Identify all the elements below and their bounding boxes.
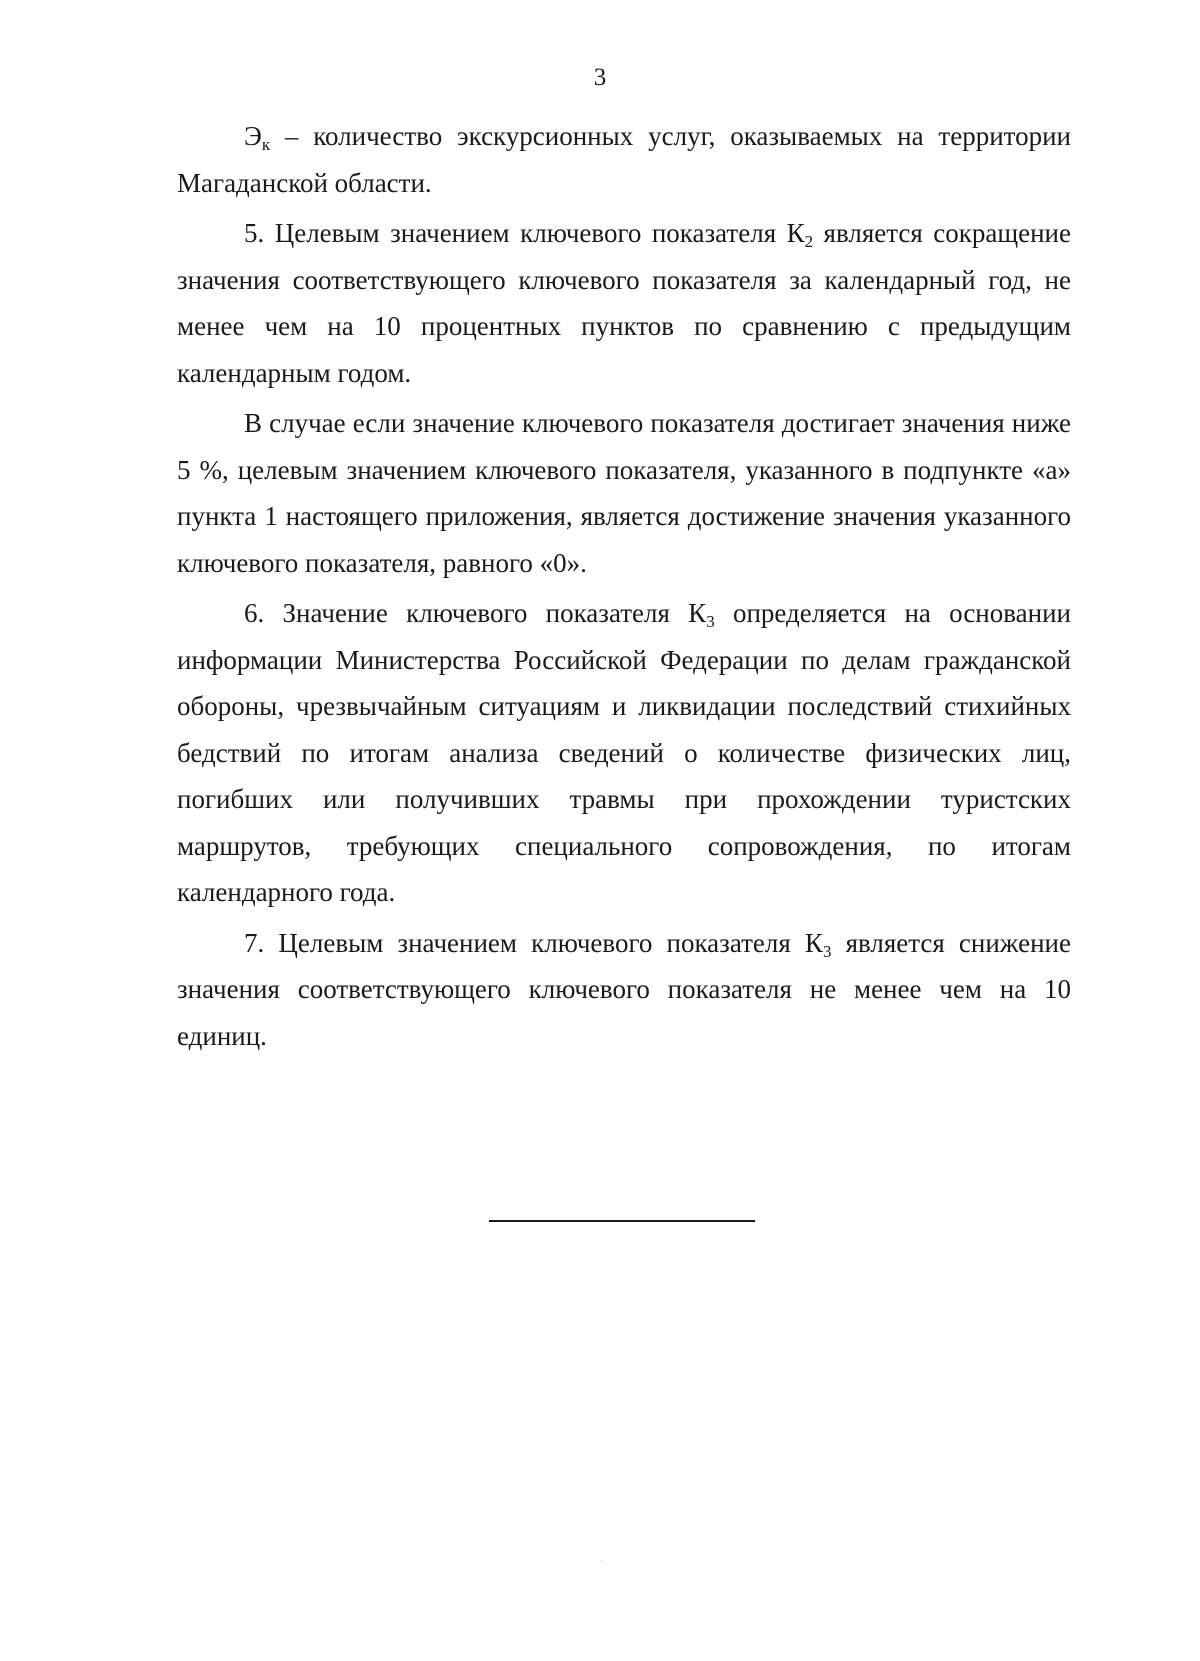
paragraph-text: определяется на основании информации Министерства Российской Федерации по делам гражданской обороны, чрезвычайным ситуациям и ликвидации последствий стихийных бедствий по итогам анализа сведений о количестве физических лиц, погибших или получивших травмы при прохождении туристских маршрутов, требующих специального сопровождения, по итогам календарного года.	[177, 598, 1071, 907]
paragraph-text: является снижение значения соответствующего ключевого показателя не менее чем на 10 единиц.	[177, 927, 1071, 1051]
paragraph-text: является сокращение значения соответствующего ключевого показателя за календарный год, не менее чем на 10 процентных пунктов по сравнению с предыдущим календарным годом.	[177, 218, 1071, 388]
paragraph-ek-definition	[177, 113, 1071, 206]
paragraph-item-5	[177, 210, 1071, 396]
paragraph-item-6	[177, 590, 1071, 916]
paragraph-text: 6. Значение ключевого показателя К	[244, 598, 707, 628]
paragraph-text: В случае если значение ключевого показателя достигает значения ниже 5 %, целевым значением ключевого показателя, указанного в подпункте «а» пункта 1 настоящего приложения, является достижение значения указанного ключевого показателя, равного «0».	[177, 408, 1071, 578]
scan-speck	[602, 1560, 603, 1561]
paragraph-text: 7. Целевым значением ключевого показателя К	[244, 927, 823, 958]
paragraph-item-7	[177, 920, 1071, 1060]
subscript: 3	[706, 612, 715, 631]
paragraph-text: – количество экскурсионных услуг, оказываемых на территории Магаданской области.	[177, 121, 1071, 198]
paragraph-text: 5. Целевым значением ключевого показателя К	[244, 218, 805, 248]
page-number: 3	[593, 64, 607, 91]
closing-divider	[489, 1220, 755, 1222]
subscript: 3	[822, 941, 832, 961]
subscript: к	[261, 135, 271, 154]
subscript: 2	[804, 232, 814, 251]
paragraph-threshold-case	[177, 400, 1071, 586]
document-body	[177, 113, 1071, 1063]
paragraph-text: Э	[244, 121, 262, 151]
